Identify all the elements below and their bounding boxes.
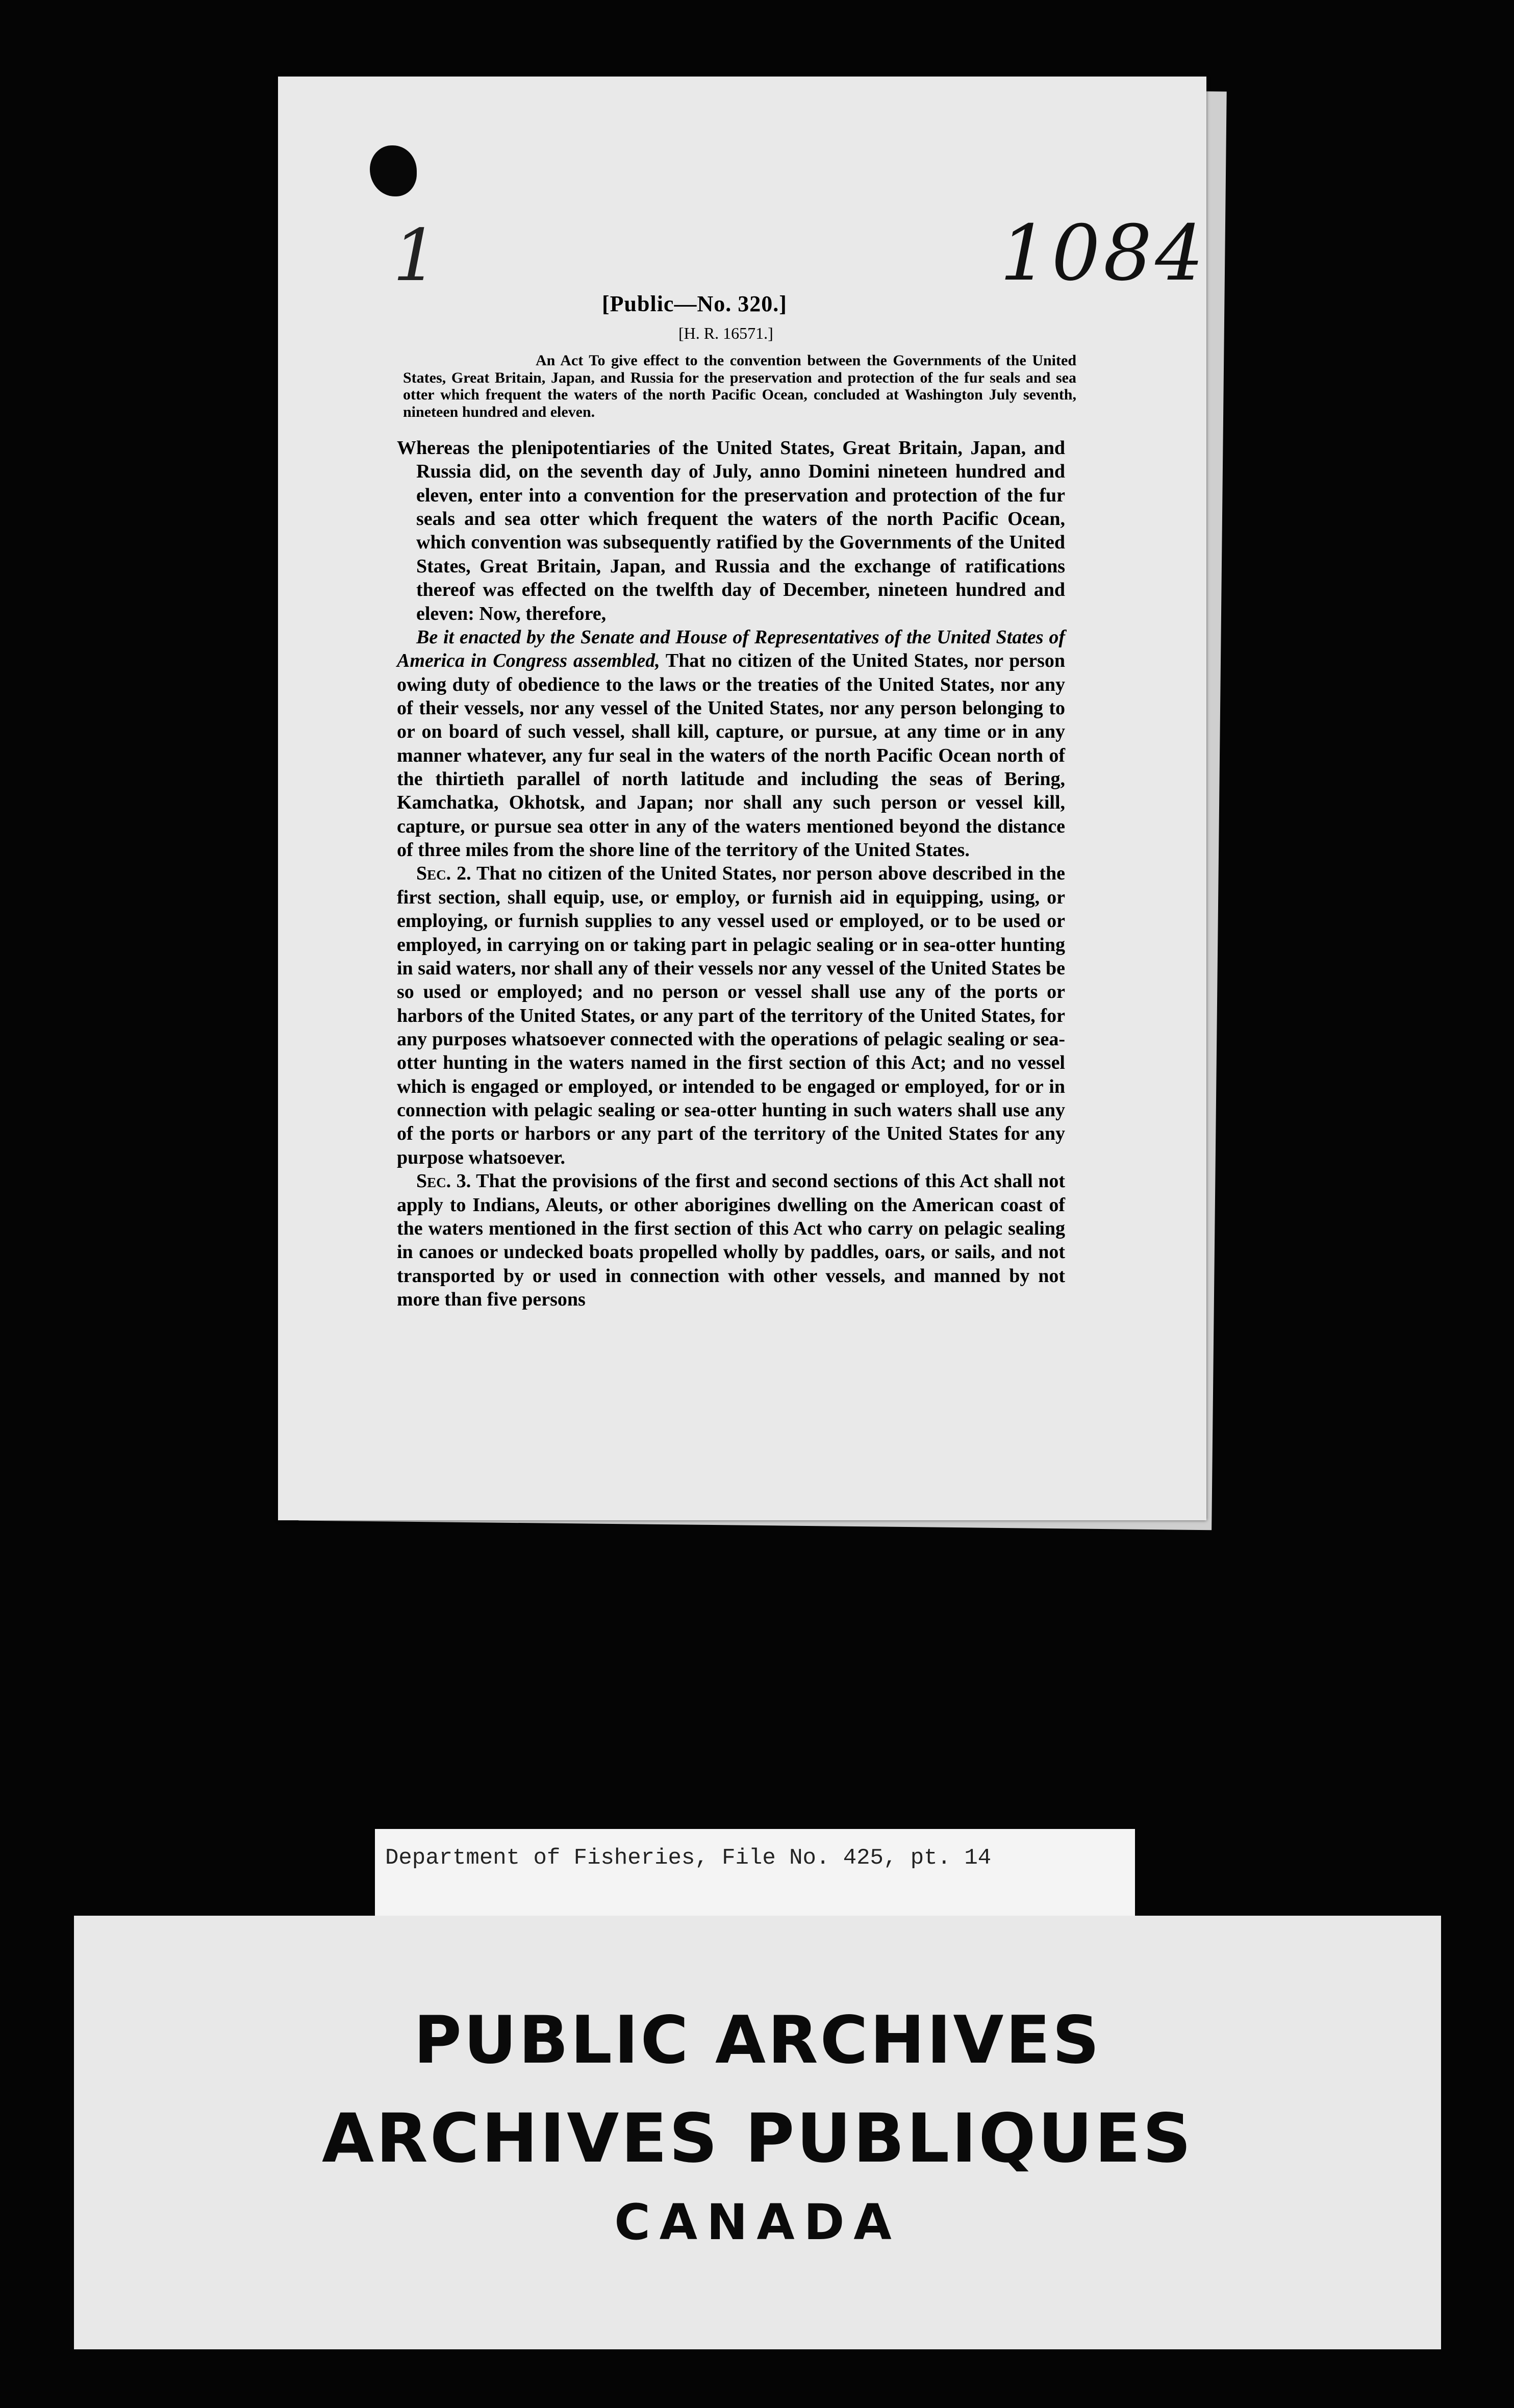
section-3-text: That the provisions of the first and second sections of this Act shall not apply to Indians, Aleuts, or other aborigines dwelling on the American coast of the waters mentioned in the first section of this Act who carry on pelagic sealing in canoes or undecked boats propelled wholly by paddles, oars, or sails, and not transported by or used in connection with other vessels, and manned by not more than five persons [397, 1170, 1065, 1310]
section-2-paragraph [397, 862, 1065, 1169]
section-2-label: Sec. 2. [416, 863, 471, 885]
handwritten-mark: 1 [393, 214, 439, 297]
archives-title-english: PUBLIC ARCHIVES [414, 2002, 1101, 2078]
section-1-text: That no citizen of the United States, nor person owing duty of obedience to the laws or the treaties of the United States, nor any of their vessels, nor any vessel of the United States, nor any person belonging to or on board of such vessel, shall kill, capture, or pursue, at any time or in any manner whatever, any fur seal in the waters of the north Pacific Ocean north of the thirtieth parallel of north latitude and including the seas of Bering, Kamchatka, Okhotsk, and Japan; nor shall any such person or vessel kill, capture, or pursue sea otter in any of the waters mentioned beyond the distance of three miles from the shore line of the territory of the United States. [397, 650, 1065, 861]
section-3-label: Sec. 3. [416, 1170, 471, 1192]
file-reference-label: Department of Fisheries, File No. 425, pt. 14 [385, 1845, 992, 1871]
handwritten-page-number: 1084 [1000, 209, 1207, 298]
section-2-text: That no citizen of the United States, nor person above described in the first section, shall equip, use, or employ, or furnish aid in equipping, using, or employing, or furnish supplies to any vessel used or employed, or to be used or employed, in carrying on or taking part in pelagic sealing or in sea-otter hunting in said waters, nor shall any of their vessels nor any vessel of the United States be so used or employed; and no person or vessel shall use any of the ports or harbors of the United States, or any part of the territory of the United States, for any purposes whatsoever connected with the operations of pelagic sealing or sea-otter hunting in the waters named in the first section of this Act; and no vessel which is engaged or employed, or intended to be engaged or employed, for or in connection with pelagic sealing or sea-otter hunting in such waters shall use any of the ports or harbors or any part of the territory of the United States for any purpose whatsoever. [397, 863, 1065, 1168]
section-3-paragraph [397, 1169, 1065, 1311]
act-summary: An Act To give effect to the convention between the Governments of the United States, Great Britain, Japan, and Russia for the preservation and protection of the fur seals and sea otter which frequent the waters of the north Pacific Ocean, concluded at Washington July seventh, nineteen hundred and eleven. [403, 352, 1076, 420]
act-body [397, 436, 1065, 1311]
archives-title-french: ARCHIVES PUBLIQUES [321, 2099, 1193, 2178]
archives-country: CANADA [614, 2194, 901, 2251]
file-reference-tab [375, 1829, 1135, 1916]
enacting-clause: Be it enacted by the Senate and House of Representatives of the United States of America in Congress assembled, [397, 626, 1065, 672]
public-law-heading: [Public—No. 320.] [602, 291, 787, 316]
bill-number: [H. R. 16571.] [678, 324, 773, 342]
whereas-paragraph: Whereas the plenipotentiaries of the United States, Great Britain, Japan, and Russia did, on the seventh day of July, anno Domini nineteen hundred and eleven, enter into a convention for the preservation and protection of the fur seals and sea otter which frequent the waters of the north Pacific Ocean, which convention was subsequently ratified by the Governments of the United States, Great Britain, Japan, and Russia and the exchange of ratifications thereof was effected on the twelfth day of December, nineteen hundred and eleven: Now, therefore, [397, 437, 1065, 624]
section-1-paragraph [397, 625, 1065, 862]
archives-card [74, 1916, 1441, 2349]
